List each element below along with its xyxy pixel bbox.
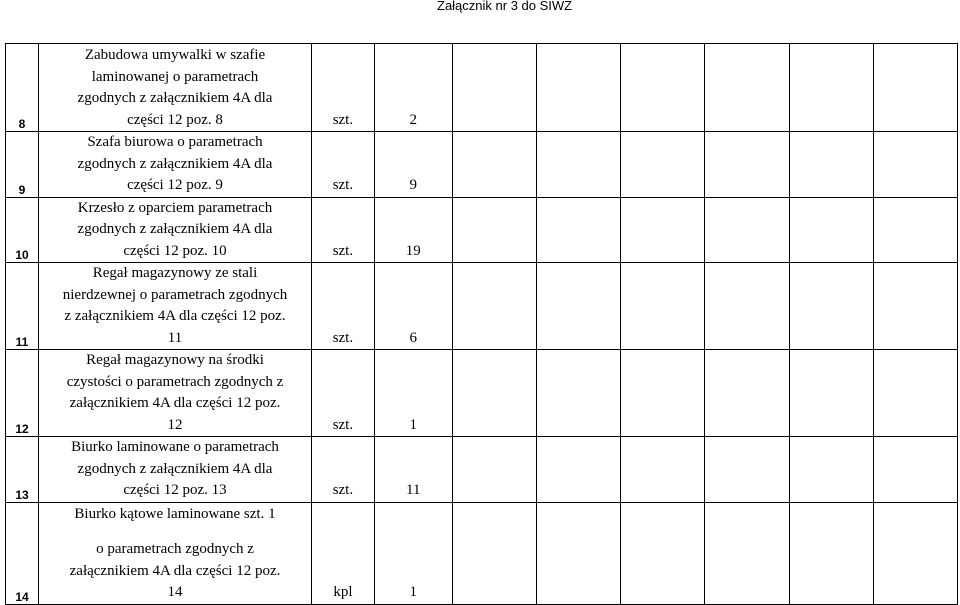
item-description [39,44,312,132]
empty-cell [621,44,705,132]
desc-line: 12 [167,416,183,433]
empty-cell [536,350,620,437]
desc-line: z załącznikiem 4A dla części 12 poz. [64,308,286,324]
empty-cell [621,263,705,350]
empty-cell [873,197,957,263]
empty-cell [452,197,536,263]
table-row [6,437,958,503]
empty-cell [705,197,789,263]
desc-line: części 12 poz. 9 [127,177,223,193]
empty-cell [705,44,789,132]
empty-cell [789,44,873,132]
desc-line: Szafa biurowa o parametrach [87,134,263,150]
empty-cell [452,132,536,198]
desc-line: zgodnych z załącznikiem 4A dla [77,460,273,477]
empty-cell [621,502,705,604]
desc-line: Regał magazynowy ze stali [92,265,258,281]
empty-cell [452,350,536,437]
item-description [39,263,312,350]
desc-gap [39,525,311,539]
empty-cell [452,263,536,350]
row-number: 14 [6,502,39,604]
item-description [39,502,312,604]
empty-cell [452,437,536,503]
items-table [5,43,958,605]
desc-line: Biurko kątowe laminowane szt. 1 [74,505,276,522]
empty-cell [536,132,620,198]
empty-cell [536,44,620,132]
desc-line: załącznikiem 4A dla części 12 poz. [69,395,281,411]
desc-line: załącznikiem 4A dla części 12 poz. [69,562,281,579]
item-quantity: 1 [374,350,452,437]
desc-line: Zabudowa umywalki w szafie [84,47,266,63]
empty-cell [705,132,789,198]
row-number: 10 [6,197,39,263]
row-number: 9 [6,132,39,198]
desc-line: zgodnych z załącznikiem 4A dla [77,221,273,237]
desc-line: 14 [167,584,183,600]
item-quantity: 19 [374,197,452,263]
item-description [39,132,312,198]
item-unit: szt. [311,437,374,503]
empty-cell [705,437,789,503]
empty-cell [789,132,873,198]
item-unit: szt. [311,350,374,437]
empty-cell [873,350,957,437]
item-quantity: 11 [374,437,452,503]
empty-cell [873,132,957,198]
desc-line: zgodnych z załącznikiem 4A dla [77,90,273,106]
empty-cell [789,197,873,263]
item-quantity: 9 [374,132,452,198]
desc-line: Krzesło z oparciem parametrach [77,199,273,216]
item-quantity: 6 [374,263,452,350]
empty-cell [452,502,536,604]
empty-cell [873,44,957,132]
empty-cell [621,132,705,198]
empty-cell [621,350,705,437]
desc-line: części 12 poz. 13 [123,482,227,498]
desc-line: części 12 poz. 10 [123,242,227,259]
row-number: 11 [6,263,39,350]
desc-line: o parametrach zgodnych z [96,541,254,557]
item-description [39,197,312,263]
empty-cell [873,437,957,503]
empty-cell [536,263,620,350]
item-unit: szt. [311,44,374,132]
desc-line: czystości o parametrach zgodnych z [66,373,284,390]
empty-cell [705,263,789,350]
item-description [39,350,312,437]
empty-cell [536,197,620,263]
table-row [6,350,958,437]
empty-cell [621,437,705,503]
row-number: 13 [6,437,39,503]
empty-cell [621,197,705,263]
item-unit: szt. [311,197,374,263]
item-description [39,437,312,503]
desc-line: nierdzewnej o parametrach zgodnych [62,286,288,303]
item-quantity: 1 [374,502,452,604]
table-row [6,197,958,263]
empty-cell [705,502,789,604]
table-row [6,132,958,198]
empty-cell [789,502,873,604]
row-number: 8 [6,44,39,132]
empty-cell [452,44,536,132]
table-row [6,263,958,350]
item-quantity: 2 [374,44,452,132]
desc-line: Biurko laminowane o parametrach [71,439,279,455]
empty-cell [789,350,873,437]
item-unit: kpl [311,502,374,604]
item-unit: szt. [311,263,374,350]
empty-cell [873,263,957,350]
desc-line: laminowanej o parametrach [91,68,259,85]
empty-cell [536,437,620,503]
empty-cell [705,350,789,437]
row-number: 12 [6,350,39,437]
attachment-note: Załącznik nr 3 do SIWZ [437,0,573,13]
desc-line: 11 [167,329,183,346]
desc-line: zgodnych z załącznikiem 4A dla [77,155,273,172]
desc-line: Regał magazynowy na środki [86,352,264,368]
empty-cell [789,437,873,503]
empty-cell [873,502,957,604]
table-row [6,502,958,604]
item-unit: szt. [311,132,374,198]
table-row [6,44,958,132]
empty-cell [789,263,873,350]
desc-line: części 12 poz. 8 [127,111,223,128]
empty-cell [536,502,620,604]
